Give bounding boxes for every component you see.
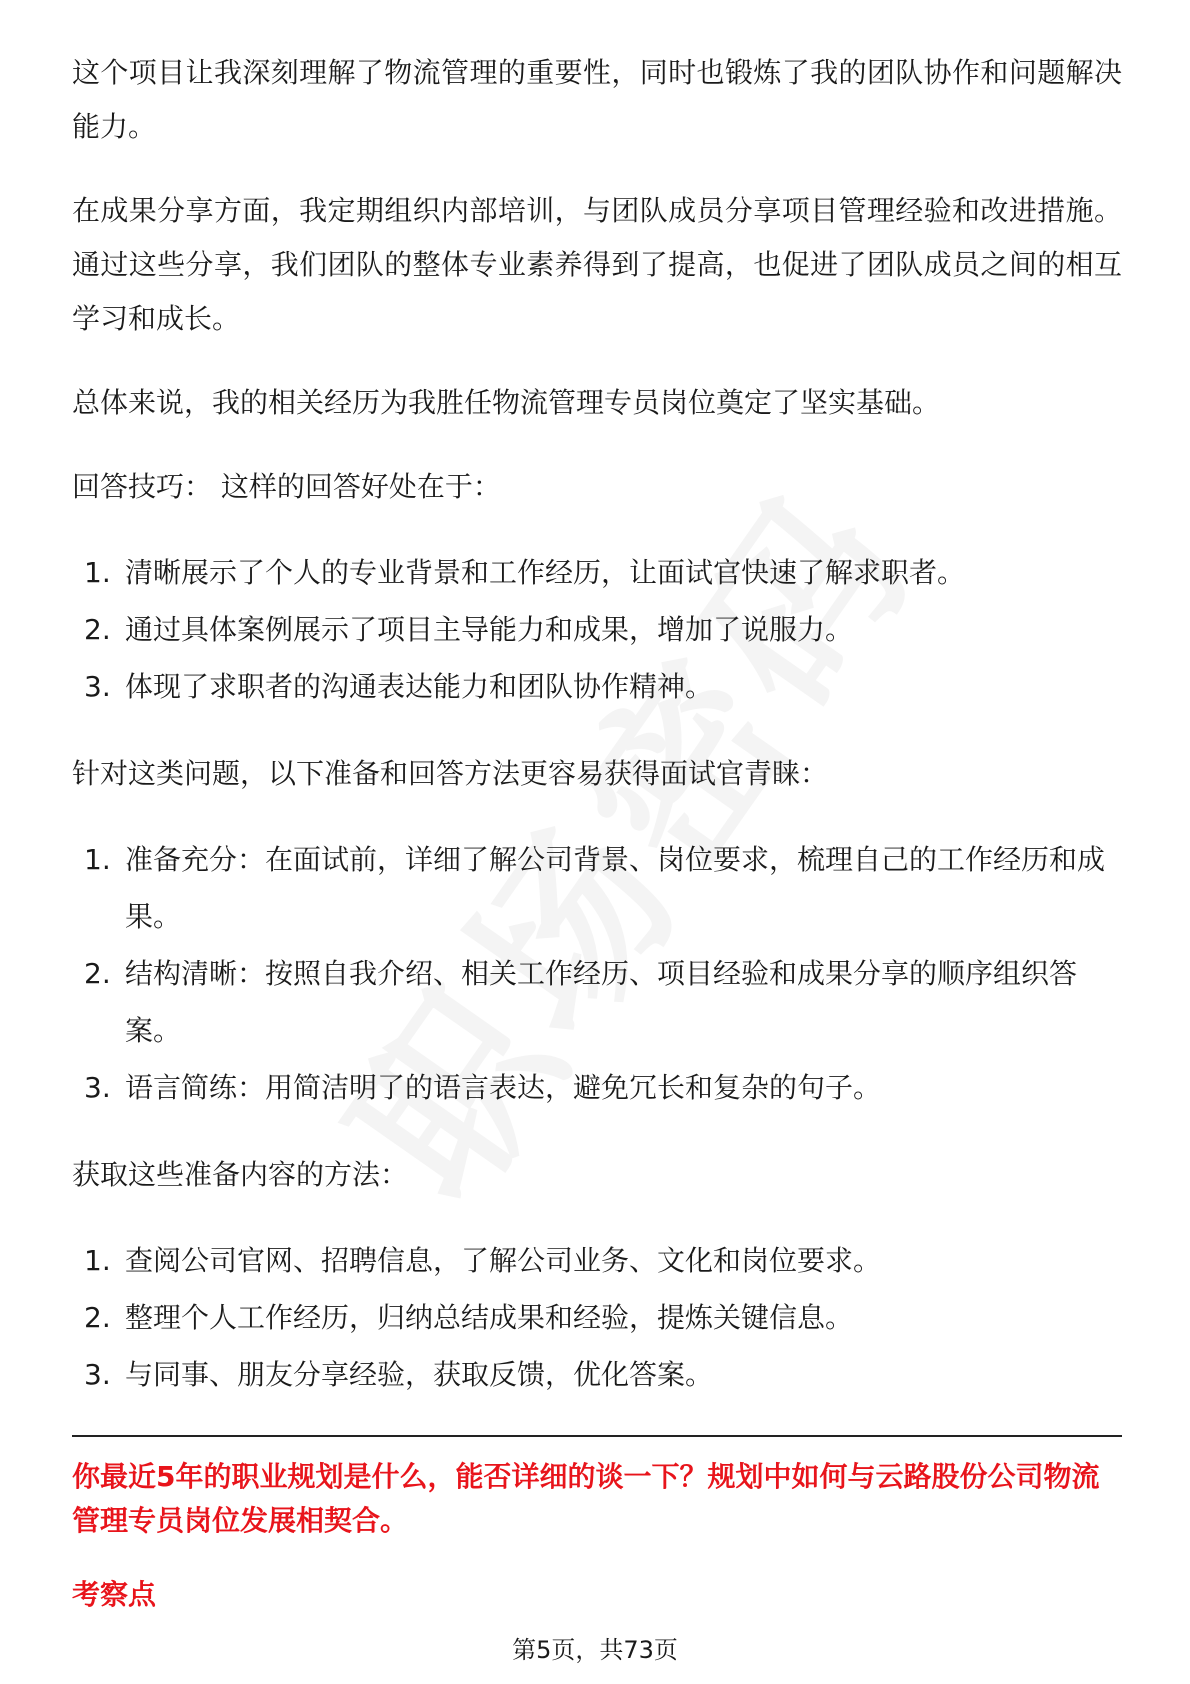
page-number-footer: 第5页，共73页 [512,1636,678,1664]
paragraph-preparation-intro: 针对这类问题，以下准备和回答方法更容易获得面试官青睐： [72,757,829,790]
list-item: 2. 结构清晰：按照自我介绍、相关工作经历、项目经验和成果分享的顺序组织答案。 [84,957,1078,1047]
list-item: 2. 整理个人工作经历，归纳总结成果和经验，提炼关键信息。 [84,1301,854,1334]
paragraph-answer-tips: 回答技巧： 这样的回答好处在于： [72,470,501,503]
interview-question: 你最近5年的职业规划是什么，能否详细的谈一下？规划中如何与云路股份公司物流管理专员岗位发展相契合。 [72,1460,1100,1537]
list-item: 3. 与同事、朋友分享经验，获取反馈，优化答案。 [84,1358,714,1391]
methods-list [72,1232,1122,1403]
paragraph-project-summary: 这个项目让我深刻理解了物流管理的重要性，同时也锻炼了我的团队协作和问题解决能力。 [72,56,1122,143]
list-item: 1. 准备充分：在面试前，详细了解公司背景、岗位要求，梳理自己的工作经历和成果。 [84,843,1106,933]
list-item: 1. 清晰展示了个人的专业背景和工作经历，让面试官快速了解求职者。 [84,556,966,589]
list-item: 2. 通过具体案例展示了项目主导能力和成果，增加了说服力。 [84,613,854,646]
paragraph-methods-intro: 获取这些准备内容的方法： [72,1158,409,1191]
list-item: 1. 查阅公司官网、招聘信息，了解公司业务、文化和岗位要求。 [84,1244,882,1277]
answer-benefits-list [72,544,1122,715]
list-item: 3. 语言简练：用简洁明了的语言表达，避免冗长和复杂的句子。 [84,1071,882,1104]
document-body [72,46,1122,1617]
list-item: 3. 体现了求职者的沟通表达能力和团队协作精神。 [84,670,714,703]
paragraph-results-sharing: 在成果分享方面，我定期组织内部培训，与团队成员分享项目管理经验和改进措施。通过这些分享，我们团队的整体专业素养得到了提高，也促进了团队成员之间的相互学习和成长。 [72,194,1122,335]
section-divider [72,1435,1122,1437]
paragraph-overall: 总体来说，我的相关经历为我胜任物流管理专员岗位奠定了坚实基础。 [72,386,941,419]
section-heading-assessment-points: 考察点 [72,1578,157,1611]
preparation-list [72,831,1122,1116]
